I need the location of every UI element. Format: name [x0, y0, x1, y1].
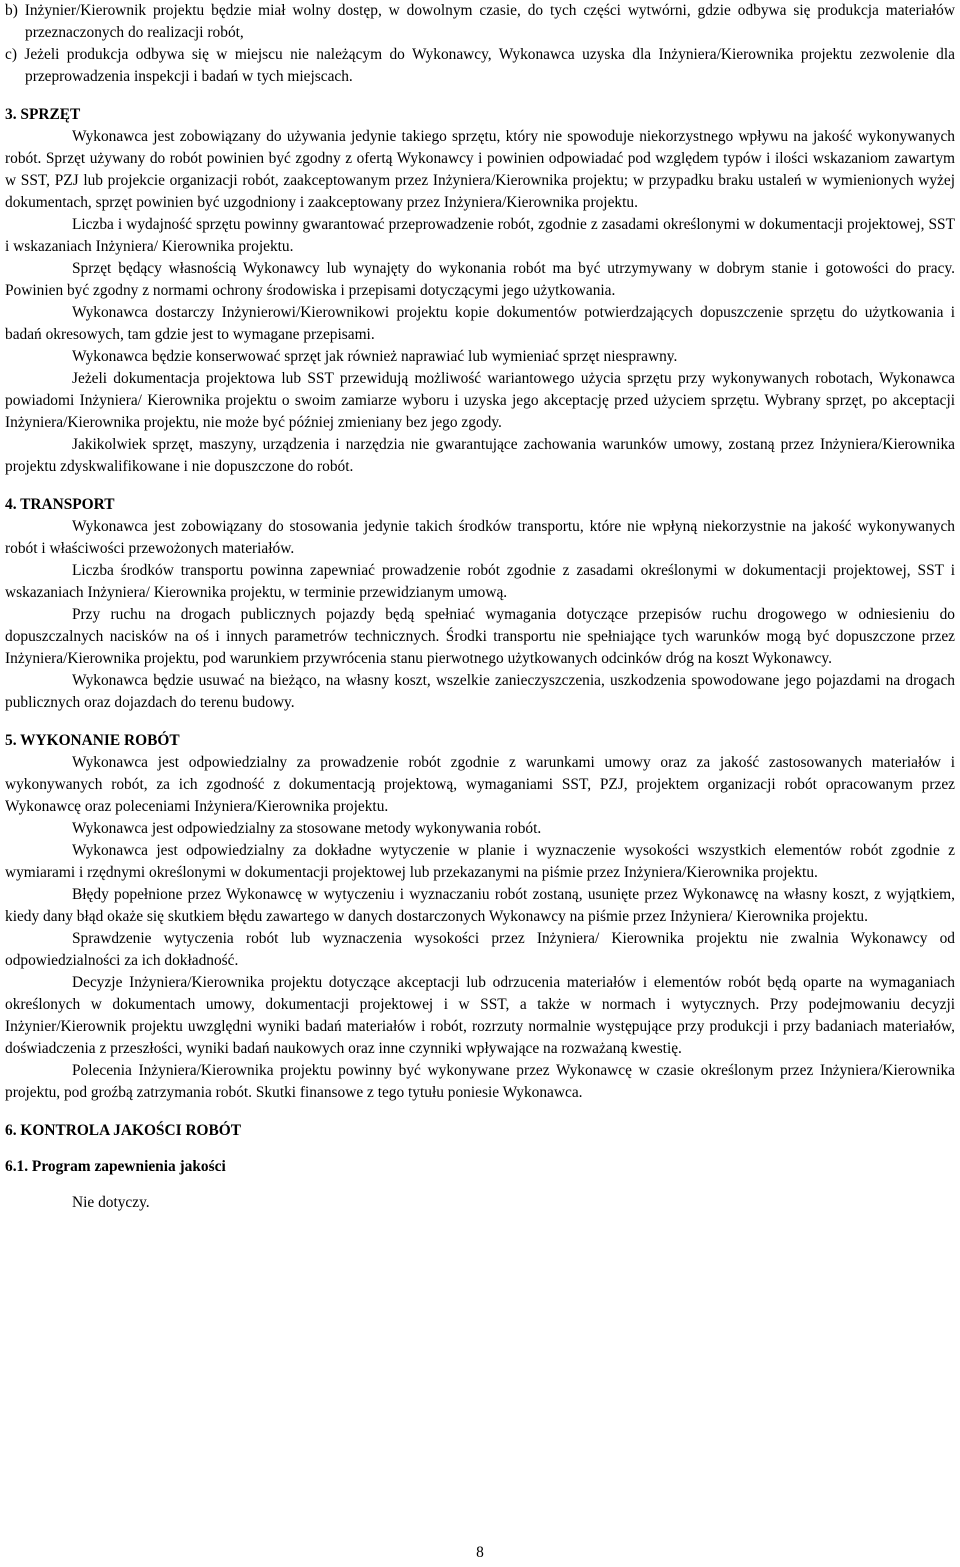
paragraph: Sprawdzenie wytyczenia robót lub wyznaczenia wysokości przez Inżyniera/ Kierownika projektu nie zwalnia Wykonawcy od odpowiedzialności za ich dokładność.	[5, 930, 955, 969]
list-item: c) Jeżeli produkcja odbywa się w miejscu nie należącym do Wykonawcy, Wykonawca uzyska dla Inżyniera/Kierownika projektu zezwolenie dla przeprowadzenia inspekcji i badań w tych miejscach.	[5, 46, 955, 85]
section-heading: 3. SPRZĘT	[5, 106, 81, 123]
section-heading: 6. KONTROLA JAKOŚCI ROBÓT	[5, 1122, 242, 1139]
intro-list	[5, 0, 955, 88]
section-heading: 4. TRANSPORT	[5, 496, 115, 513]
paragraph: Wykonawca będzie usuwać na bieżąco, na własny koszt, wszelkie zanieczyszczenia, uszkodzenia spowodowane jego pojazdami na drogach publicznych oraz dojazdach do terenu budowy.	[5, 672, 955, 711]
paragraph: Decyzje Inżyniera/Kierownika projektu dotyczące akceptacji lub odrzucenia materiałów i elementów robót będą oparte na wymaganiach określonych w dokumentach umowy, dokumentacji projektowej i w SST, a także w normach i wytycznych. Przy podejmowaniu decyzji Inżynier/Kierownik projektu uwzględni wyniki badań materiałów i robót, rozrzuty normalnie występujące przy produkcji i przy badaniach materiałów, doświadczenia z przeszłości, wyniki badań naukowych oraz inne czynniki wpływające na rozważaną kwestię.	[5, 974, 955, 1057]
paragraph: Nie dotyczy.	[72, 1194, 150, 1211]
section-transport	[5, 494, 955, 714]
paragraph: Polecenia Inżyniera/Kierownika projektu powinny być wykonywane przez Wykonawcę w czasie określonym przez Inżyniera/Kierownika projektu, pod groźbą zatrzymania robót. Skutki finansowe z tego tytułu poniesie Wykonawca.	[5, 1062, 955, 1101]
paragraph: Przy ruchu na drogach publicznych pojazdy będą spełniać wymagania dotyczące przepisów ruchu drogowego w odniesieniu do dopuszczalnych nacisków na oś i innych parametrów technicznych. Środki transportu nie spełniające tych warunków mogą być dopuszczone przez Inżyniera/Kierownika projektu, pod warunkiem przywrócenia stanu pierwotnego użytkowanych odcinków dróg na koszt Wykonawcy.	[5, 606, 955, 667]
section-wykonanie-robot	[5, 730, 955, 1104]
paragraph: Jakikolwiek sprzęt, maszyny, urządzenia i narzędzia nie gwarantujące zachowania warunków umowy, zostaną przez Inżyniera/Kierownika projektu zdyskwalifikowane i nie dopuszczone do robót.	[5, 436, 955, 475]
paragraph: Jeżeli dokumentacja projektowa lub SST przewidują możliwość wariantowego użycia sprzętu przy wykonywanych robotach, Wykonawca powiadomi Inżyniera/ Kierownika projektu o swoim zamiarze wyboru i uzyska jego akceptację przed użyciem sprzętu. Wybrany sprzęt, po akceptacji Inżyniera/Kierownika projektu, nie może być później zmieniany bez jego zgody.	[5, 370, 955, 431]
list-item: b) Inżynier/Kierownik projektu będzie miał wolny dostęp, w dowolnym czasie, do tych części wytwórni, gdzie odbywa się produkcja materiałów przeznaczonych do realizacji robót,	[5, 2, 955, 41]
paragraph: Wykonawca będzie konserwować sprzęt jak również naprawiać lub wymieniać sprzęt niesprawny.	[72, 348, 678, 365]
paragraph: Błędy popełnione przez Wykonawcę w wytyczeniu i wyznaczaniu robót zostaną, usunięte przez Wykonawcę na własny koszt, z wyjątkiem, kiedy dany błąd okaże się skutkiem błędu zawartego w danych dostarczonych Wykonawcy na piśmie przez Inżyniera/ Kierownika projektu.	[5, 886, 955, 925]
paragraph: Wykonawca jest odpowiedzialny za stosowane metody wykonywania robót.	[72, 820, 542, 837]
subsection-heading: 6.1. Program zapewnienia jakości	[5, 1158, 226, 1175]
page-number: 8	[476, 1544, 484, 1561]
paragraph: Wykonawca dostarczy Inżynierowi/Kierownikowi projektu kopie dokumentów potwierdzających dopuszczenie sprzętu do użytkowania i badań okresowych, tam gdzie jest to wymagane przepisami.	[5, 304, 955, 343]
paragraph: Sprzęt będący własnością Wykonawcy lub wynajęty do wykonania robót ma być utrzymywany w dobrym stanie i gotowości do pracy. Powinien być zgodny z normami ochrony środowiska i przepisami dotyczącymi jego użytkowania.	[5, 260, 955, 299]
section-sprzet	[5, 104, 955, 478]
section-kontrola-jakosci	[5, 1120, 955, 1214]
paragraph: Liczba środków transportu powinna zapewniać prowadzenie robót zgodnie z zasadami określonymi w dokumentacji projektowej, SST i wskazaniach Inżyniera/ Kierownika projektu, w terminie przewidzianym umową.	[5, 562, 955, 601]
paragraph: Liczba i wydajność sprzętu powinny gwarantować przeprowadzenie robót, zgodnie z zasadami określonymi w dokumentacji projektowej, SST i wskazaniach Inżyniera/ Kierownika projektu.	[5, 216, 955, 255]
paragraph: Wykonawca jest odpowiedzialny za prowadzenie robót zgodnie z warunkami umowy oraz za jakość zastosowanych materiałów i wykonywanych robót, za ich zgodność z dokumentacją projektową, wymaganiami SST, PZJ, projektem organizacji robót opracowanym przez Wykonawcę oraz poleceniami Inżyniera/Kierownika projektu.	[5, 754, 955, 815]
paragraph: Wykonawca jest odpowiedzialny za dokładne wytyczenie w planie i wyznaczenie wysokości wszystkich elementów robót zgodnie z wymiarami i rzędnymi określonymi w dokumentacji projektowej lub przekazanymi na piśmie przez Inżyniera/Kierownika projektu.	[5, 842, 955, 881]
paragraph: Wykonawca jest zobowiązany do stosowania jedynie takich środków transportu, które nie wpłyną niekorzystnie na jakość wykonywanych robót i właściwości przewożonych materiałów.	[5, 518, 955, 557]
paragraph: Wykonawca jest zobowiązany do używania jedynie takiego sprzętu, który nie spowoduje niekorzystnego wpływu na jakość wykonywanych robót. Sprzęt używany do robót powinien być zgodny z ofertą Wykonawcy i powinien odpowiadać pod względem typów i ilości wskazaniom zawartym w SST, PZJ lub projekcie organizacji robót, zaakceptowanym przez Inżyniera/Kierownika projektu; w przypadku braku ustaleń w wymienionych wyżej dokumentach, sprzęt powinien być uzgodniony i zaakceptowany przez Inżyniera/Kierownika projektu.	[5, 128, 955, 211]
section-heading: 5. WYKONANIE ROBÓT	[5, 732, 180, 749]
